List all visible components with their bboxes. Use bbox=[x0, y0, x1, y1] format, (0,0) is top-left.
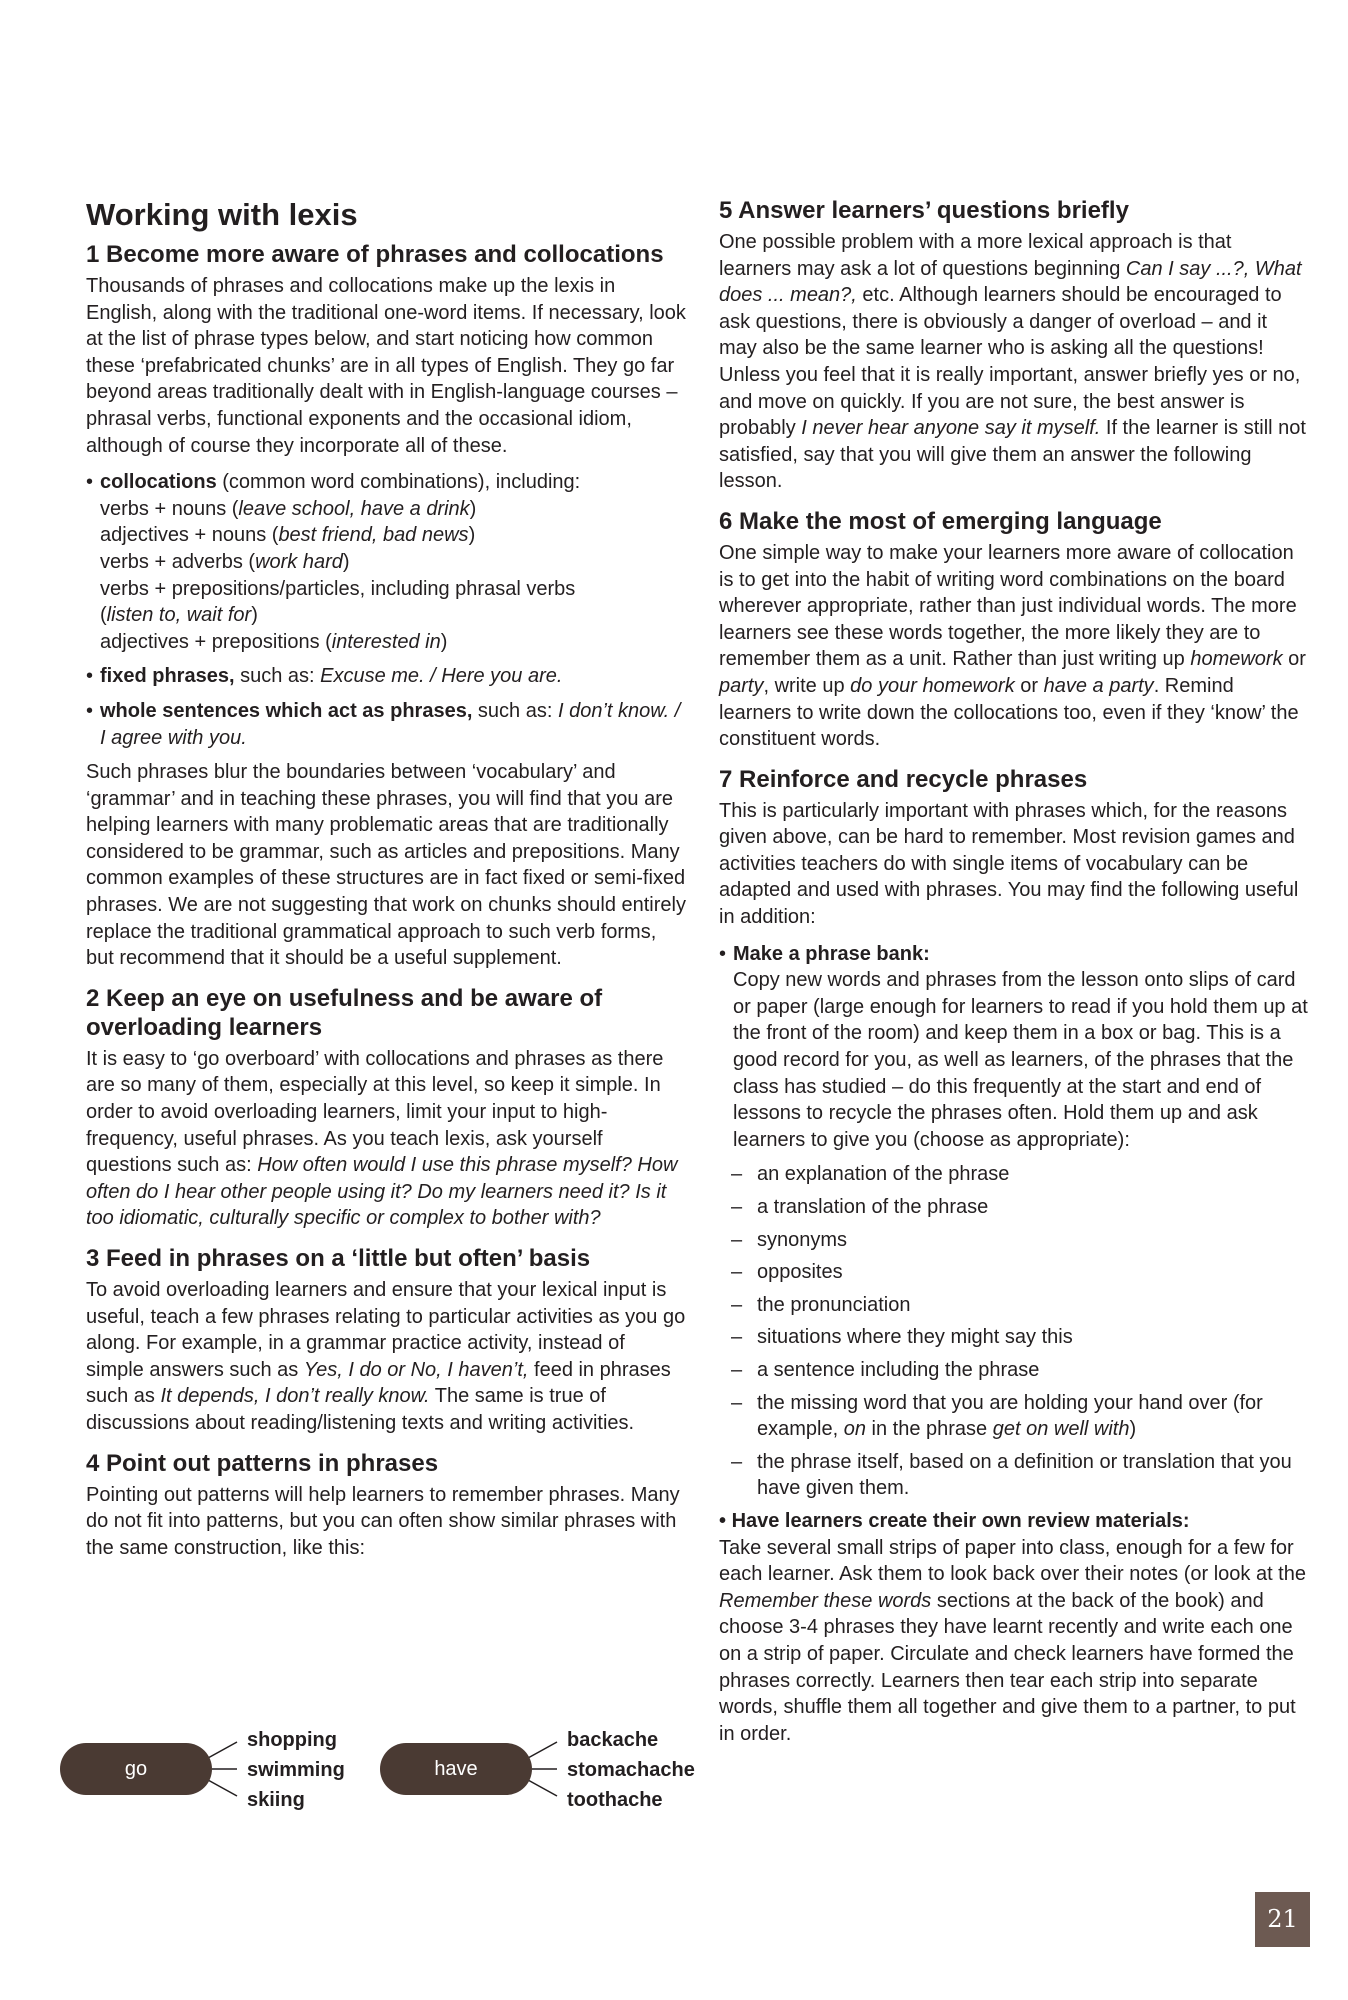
section-5-heading: 5 Answer learners’ questions briefly bbox=[719, 197, 1129, 224]
bullet-fixed-phrases: • fixed phrases, such as: Excuse me. / Here you are. bbox=[86, 663, 686, 690]
section-7-intro: This is particularly important with phrases which, for the reasons given above, can be hard to remember. Most revision games and activities teachers do with single items of vocabulary can be adapted and used with phrases. You may find the following useful in addition: bbox=[719, 799, 1299, 929]
go-item: shopping bbox=[247, 1729, 337, 1751]
have-pill: have bbox=[380, 1743, 532, 1795]
left-column bbox=[86, 196, 686, 1573]
page-number: 21 bbox=[1255, 1892, 1310, 1947]
section-2-text: It is easy to ‘go overboard’ with collocations and phrases as there are so many of them, especially at this level, so keep it simple. In order to avoid overloading learners, limit your input to high-frequency, useful phrases. As you teach lexis, ask yourself questions such as: How often would I use this phrase myself? How often do I hear other people using it? Do my learners need it? Is it too idiomatic, culturally specific or complex to bother with? bbox=[86, 1047, 678, 1230]
section-2-heading: 2 Keep an eye on usefulness and be aware of overloading learners bbox=[86, 984, 603, 1041]
bullet-whole-sentences: • whole sentences which act as phrases, such as: I don’t know. / I agree with you. bbox=[86, 699, 681, 749]
section-1-conclusion: Such phrases blur the boundaries between ‘vocabulary’ and ‘grammar’ and in teaching these phrases, you will find that you are helping learners with many problematic areas that are traditionally considered to be grammar, such as articles and prepositions. Many common examples of these structures are in fact fixed or semi-fixed phrases. We are not suggesting that work on chunks should entirely replace the traditional grammatical approach to such verb forms, but recommend that it should be a useful supplement. bbox=[86, 761, 686, 970]
dash-item: – opposites bbox=[731, 1261, 843, 1284]
section-7 bbox=[719, 765, 1309, 1748]
section-6 bbox=[719, 507, 1309, 753]
section-5-text: One possible problem with a more lexical approach is that learners may ask a lot of questions beginning Can I say ...?, What does ... mean?, etc. Although learners should be encouraged to ask questions, there is obviously a danger of overload – and it may also be the same learner who is asking all the questions! Unless you feel that it is really important, answer briefly yes or no, and move on quickly. If you are not sure, the best answer is probably I never hear anyone say it myself. If the learner is still not satisfied, say that you will give them an answer the following lesson. bbox=[719, 231, 1306, 493]
section-6-text: One simple way to make your learners more aware of collocation is to get into the habit of writing word combinations on the board wherever appropriate, rather than just individual words. The more learners see these words together, the more likely they are to remember them as a unit. Rather than just writing up homework or party, write up do your homework or have a party. Remind learners to write down the collocations too, even if they ‘know’ the constituent words. bbox=[719, 541, 1306, 751]
dash-item: – a translation of the phrase bbox=[731, 1196, 989, 1218]
section-1-heading: 1 Become more aware of phrases and collocations bbox=[86, 241, 664, 268]
dash-item: – situations where they might say this bbox=[731, 1326, 1073, 1349]
bullet-collocations: • collocations (common word combinations), including: verbs + nouns (leave school, have a drink) adjectives + nouns (best friend, bad news) verbs + adverbs (work hard) verbs + prepositions/particles, including phrasal verbs (listen to, wait for) adjectives + prepositions (interested in) bbox=[86, 471, 581, 653]
bullet-icon: • bbox=[86, 471, 94, 494]
dash-item: – a sentence including the phrase bbox=[731, 1358, 1040, 1381]
dash-item: – the phrase itself, based on a definition or translation that you have given them. bbox=[731, 1450, 1292, 1500]
right-column bbox=[719, 196, 1309, 1759]
bullet-icon: • bbox=[86, 699, 94, 722]
have-item: backache bbox=[567, 1729, 659, 1751]
section-3-heading: 3 Feed in phrases on a ‘little but often’ basis bbox=[86, 1245, 591, 1272]
page-title: Working with lexis bbox=[86, 197, 358, 232]
dash-item: – the missing word that you are holding your hand over (for example, on in the phrase get on well with) bbox=[731, 1391, 1263, 1441]
bullet-review-materials: • Have learners create their own review materials: Take several small strips of paper into class, enough for a few for each learner. Ask them to look back over their notes (or look at the Remember these words sections at the back of the book) and choose 3-4 phrases they have learnt recently and write each one on a strip of paper. Circulate and check learners have formed the phrases correctly. Learners then tear each strip into separate words, shuffle them all together and give them to a partner, to put in order. bbox=[719, 1509, 1306, 1745]
section-6-heading: 6 Make the most of emerging language bbox=[719, 507, 1162, 535]
section-5 bbox=[719, 196, 1309, 495]
bullet-icon: • bbox=[86, 665, 94, 688]
section-1 bbox=[86, 240, 686, 972]
dash-item: – the pronunciation bbox=[731, 1293, 911, 1316]
section-7-heading: 7 Reinforce and recycle phrases bbox=[719, 765, 1088, 793]
section-4-text: Pointing out patterns will help learners to remember phrases. Many do not fit into patterns, but you can often show similar phrases with the same construction, like this: bbox=[86, 1483, 680, 1559]
have-item: toothache bbox=[567, 1789, 663, 1811]
dash-item: – an explanation of the phrase bbox=[731, 1163, 1010, 1186]
go-item: skiing bbox=[247, 1789, 305, 1811]
section-4-heading: 4 Point out patterns in phrases bbox=[86, 1449, 439, 1477]
bullet-icon: • bbox=[719, 942, 727, 965]
go-pill: go bbox=[60, 1743, 212, 1795]
dash-item: – synonyms bbox=[731, 1228, 848, 1251]
section-1-intro: Thousands of phrases and collocations make up the lexis in English, along with the traditional one-word items. If necessary, look at the list of phrase types below, and start noticing how common these ‘prefabricated chunks’ are in all types of English. They go far beyond areas traditionally dealt with in English-language courses – phrasal verbs, functional exponents and the occasional idiom, although of course they incorporate all of these. bbox=[86, 275, 686, 457]
section-4 bbox=[86, 1449, 686, 1562]
phrase-pattern-diagram bbox=[60, 1716, 700, 1816]
go-item: swimming bbox=[247, 1759, 345, 1781]
have-item: stomachache bbox=[567, 1759, 695, 1781]
section-3-text: To avoid overloading learners and ensure that your lexical input is useful, teach a few phrases relating to particular activities as you go along. For example, in a grammar practice activity, instead of simple answers such as Yes, I do or No, I haven’t, feed in phrases such as It depends, I don’t really know. The same is true of discussions about reading/listening texts and writing activities. bbox=[86, 1279, 686, 1434]
section-2 bbox=[86, 984, 686, 1232]
section-3 bbox=[86, 1244, 686, 1437]
bullet-icon: • bbox=[719, 1509, 732, 1532]
bullet-phrase-bank: • Make a phrase bank: Copy new words and phrases from the lesson onto slips of card or paper (large enough for learners to read if you hold them up at the front of the room) and keep them in a box or bag. This is a good record for you, as well as learners, of the phrases that the class has studied – do this frequently at the start and end of lessons to recycle the phrases often. Hold them up and ask learners to give you (choose as appropriate): bbox=[719, 942, 1308, 1151]
